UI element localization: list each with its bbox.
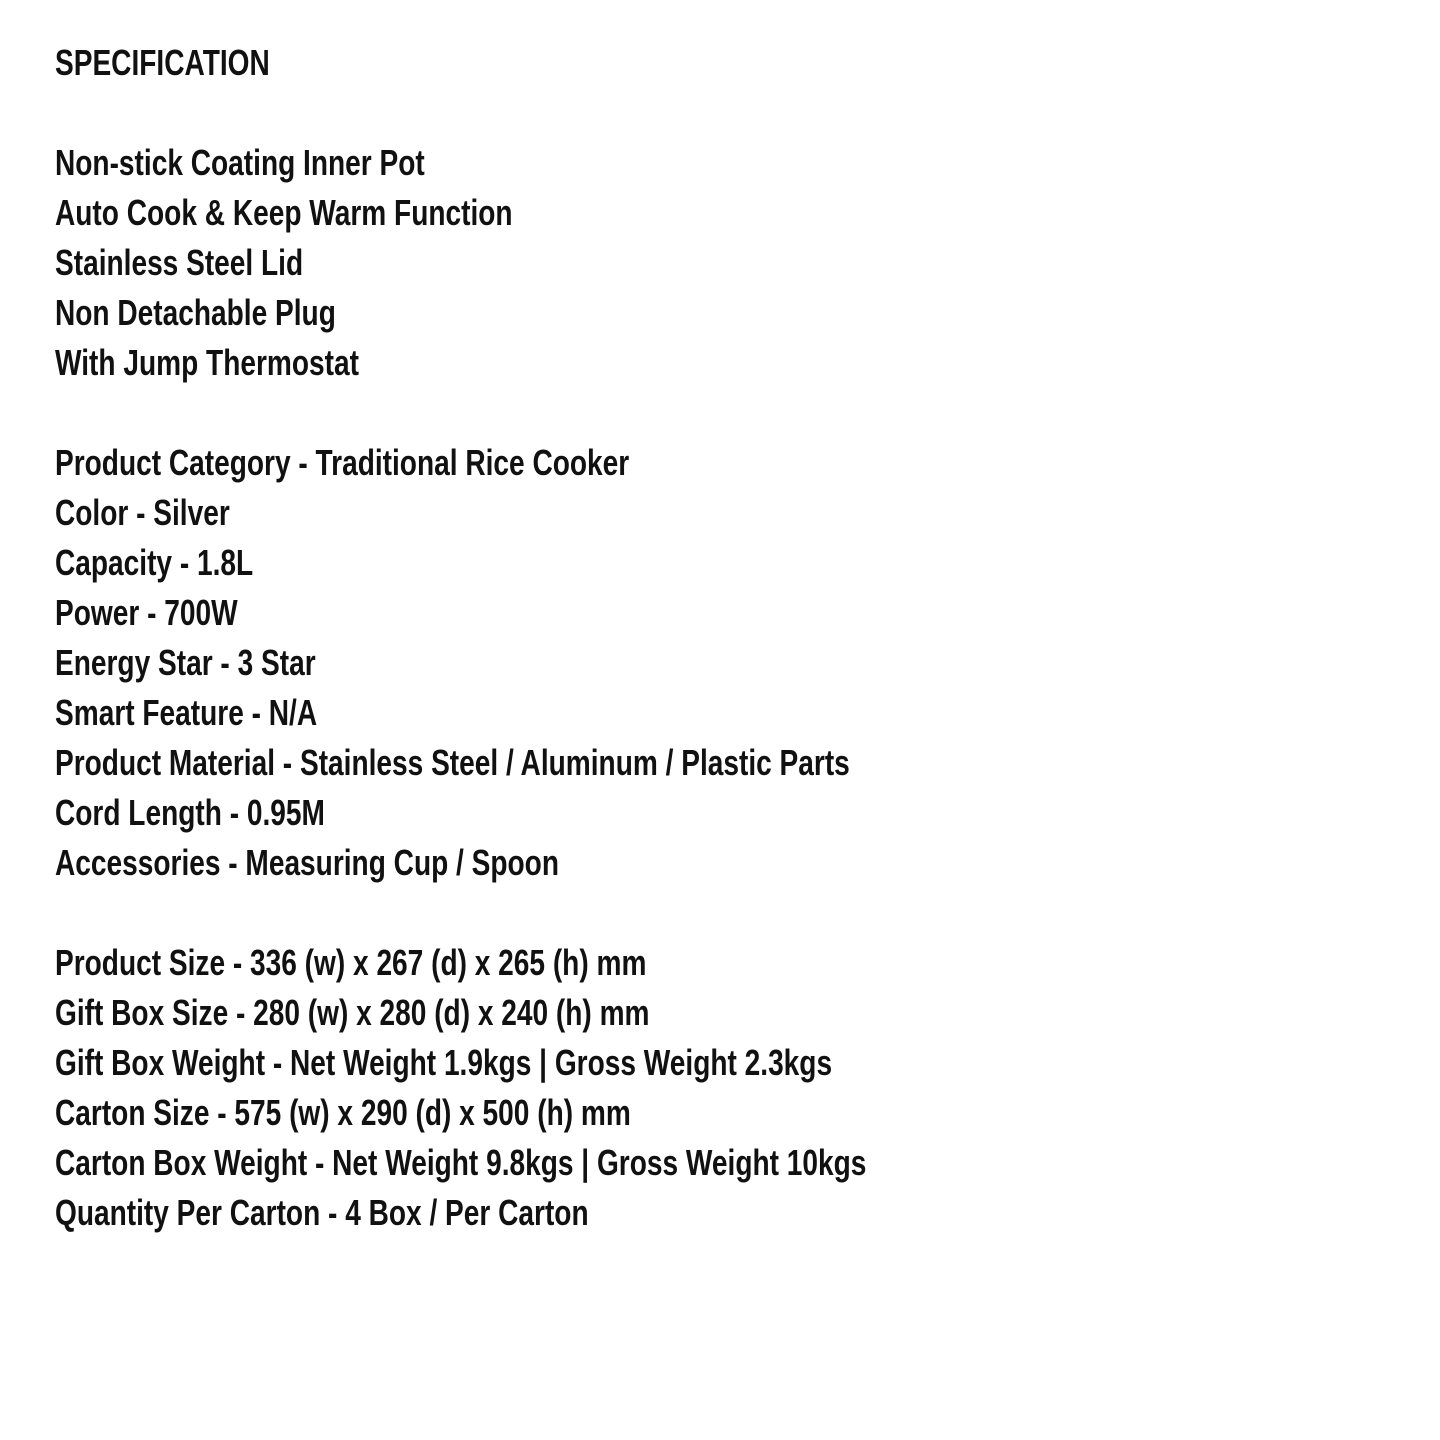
detail-item: Power - 700W xyxy=(55,592,238,633)
spacer xyxy=(55,88,866,138)
packaging-list xyxy=(55,938,866,1238)
spacer xyxy=(55,888,866,938)
packaging-item: Gift Box Size - 280 (w) x 280 (d) x 240 (h) mm xyxy=(55,992,650,1033)
packaging-item: Carton Size - 575 (w) x 290 (d) x 500 (h) mm xyxy=(55,1092,631,1133)
features-list xyxy=(55,138,866,388)
detail-item: Energy Star - 3 Star xyxy=(55,642,316,683)
detail-item: Color - Silver xyxy=(55,492,230,533)
details-list xyxy=(55,438,866,888)
detail-item: Product Material - Stainless Steel / Aluminum / Plastic Parts xyxy=(55,742,850,783)
packaging-item: Quantity Per Carton - 4 Box / Per Carton xyxy=(55,1192,589,1233)
feature-item: Non Detachable Plug xyxy=(55,292,336,333)
specification-document xyxy=(55,38,866,1238)
feature-item: Stainless Steel Lid xyxy=(55,242,304,283)
feature-item: With Jump Thermostat xyxy=(55,342,359,383)
detail-item: Cord Length - 0.95M xyxy=(55,792,325,833)
packaging-item: Gift Box Weight - Net Weight 1.9kgs | Gross Weight 2.3kgs xyxy=(55,1042,833,1083)
feature-item: Non-stick Coating Inner Pot xyxy=(55,142,425,183)
detail-item: Product Category - Traditional Rice Cooker xyxy=(55,442,630,483)
packaging-item: Product Size - 336 (w) x 267 (d) x 265 (h) mm xyxy=(55,942,647,983)
detail-item: Smart Feature - N/A xyxy=(55,692,318,733)
page-title: SPECIFICATION xyxy=(55,42,270,83)
feature-item: Auto Cook & Keep Warm Function xyxy=(55,192,513,233)
detail-item: Capacity - 1.8L xyxy=(55,542,254,583)
detail-item: Accessories - Measuring Cup / Spoon xyxy=(55,842,559,883)
spacer xyxy=(55,388,866,438)
packaging-item: Carton Box Weight - Net Weight 9.8kgs | Gross Weight 10kgs xyxy=(55,1142,867,1183)
